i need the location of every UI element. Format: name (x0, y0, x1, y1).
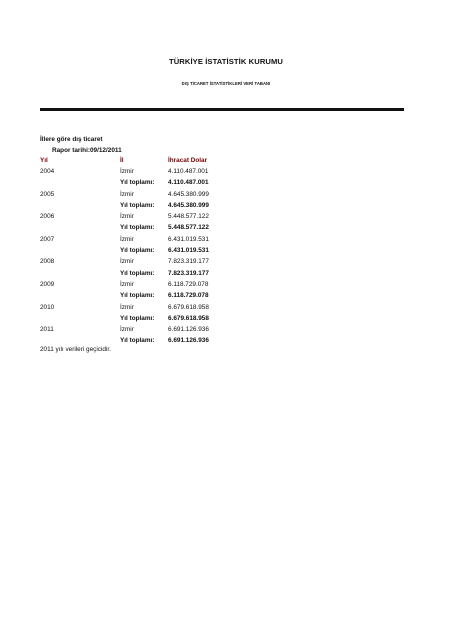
column-header-year: Yıl (40, 157, 48, 164)
footnote: 2011 yılı verileri geçicidir. (40, 346, 111, 353)
year-cell: 2011 (40, 326, 54, 334)
table-row (0, 258, 452, 269)
year-total-row (0, 292, 452, 303)
table-row (0, 304, 452, 315)
province-cell: İzmir (120, 235, 134, 243)
year-total-label: Yıl toplamı: (120, 224, 155, 232)
export-value-cell: 5.448.577.122 (168, 213, 209, 221)
year-cell: 2008 (40, 258, 55, 266)
year-cell: 2009 (40, 280, 55, 288)
year-total-value: 7.823.319.177 (168, 269, 209, 277)
year-total-label: Yıl toplamı: (120, 247, 155, 255)
province-cell: İzmir (120, 213, 134, 221)
table-row (0, 281, 452, 292)
year-total-row (0, 247, 452, 258)
year-total-label: Yıl toplamı: (120, 314, 155, 322)
header-divider (40, 108, 404, 111)
report-title: İllere göre dış ticaret (40, 136, 103, 143)
table-row (0, 326, 452, 337)
year-cell: 2005 (40, 190, 55, 198)
province-cell: İzmir (120, 280, 134, 288)
province-cell: İzmir (120, 168, 134, 175)
organization-title: TÜRKİYE İSTATİSTİK KURUMU (168, 57, 283, 66)
export-value-cell: 6.431.019.531 (168, 235, 209, 243)
table-row (0, 213, 452, 224)
report-date: Rapor tarihi:09/12/2011 (52, 147, 122, 154)
year-total-label: Yıl toplamı: (120, 201, 155, 209)
year-total-row (0, 315, 452, 326)
export-value-cell: 6.118.729.078 (168, 280, 209, 288)
province-cell: İzmir (120, 303, 134, 311)
year-total-row (0, 179, 452, 190)
year-total-value: 4.645.380.999 (168, 201, 209, 209)
year-cell: 2006 (40, 213, 55, 221)
year-total-row (0, 224, 452, 235)
year-total-value: 6.431.019.531 (168, 247, 209, 255)
province-cell: İzmir (120, 258, 134, 266)
export-value-cell: 4.645.380.999 (168, 190, 209, 198)
table-row (0, 191, 452, 202)
export-value-cell: 7.823.319.177 (168, 258, 209, 266)
year-cell: 2007 (40, 235, 55, 243)
export-value-cell: 6.679.618.958 (168, 303, 209, 311)
table-row (0, 168, 452, 179)
export-value-cell: 6.691.126.936 (168, 326, 209, 334)
year-total-value: 5.448.577.122 (168, 224, 209, 232)
database-title: DIŞ TİCARET İSTATİSTİKLERİ VERİ TABANI (181, 81, 271, 86)
column-header-province: İl (120, 157, 124, 164)
table-row (0, 236, 452, 247)
year-total-row (0, 270, 452, 281)
year-total-value: 6.691.126.936 (168, 337, 209, 345)
year-total-label: Yıl toplamı: (120, 292, 155, 300)
year-total-value: 6.118.729.078 (168, 292, 209, 300)
year-cell: 2004 (40, 168, 55, 175)
province-cell: İzmir (120, 326, 134, 334)
province-cell: İzmir (120, 190, 134, 198)
year-total-label: Yıl toplamı: (120, 179, 155, 187)
year-total-label: Yıl toplamı: (120, 269, 155, 277)
export-value-cell: 4.110.487.001 (168, 168, 209, 175)
export-table (0, 168, 452, 349)
year-total-value: 6.679.618.958 (168, 314, 209, 322)
year-total-row (0, 202, 452, 213)
column-header-export-dollar: İhracat Dolar (168, 157, 208, 164)
year-total-label: Yıl toplamı: (120, 337, 155, 345)
year-total-value: 4.110.487.001 (168, 179, 209, 187)
year-cell: 2010 (40, 303, 55, 311)
